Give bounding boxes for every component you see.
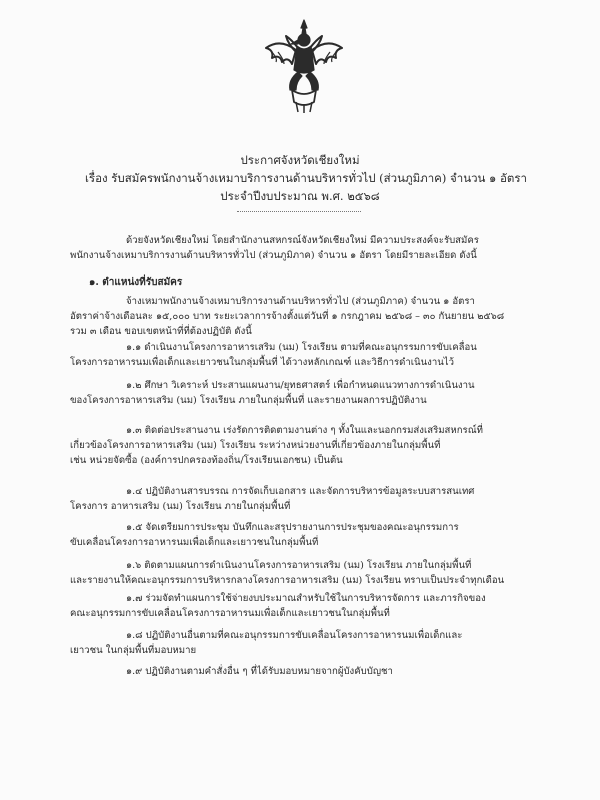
duty-item <box>70 628 462 658</box>
duty-item-number: ๑.๙ <box>126 666 143 677</box>
employment-paragraph <box>70 294 504 339</box>
duty-item-number: ๑.๗ <box>126 593 143 604</box>
duty-item-number: ๑.๔ <box>126 486 143 497</box>
duty-item-line: ขับเคลื่อนโครงการอาหารนมเพื่อเด็กและเยาวชนในกลุ่มพื้นที่ <box>70 537 319 548</box>
duty-item-line: ๑.๔ ปฏิบัติงานสารบรรณ การจัดเก็บเอกสาร และจัดการบริหารข้อมูลระบบสารสนเทศ <box>126 486 475 497</box>
employment-line: จ้างเหมาพนักงานจ้างเหมาบริการงานด้านบริหารทั่วไป (ส่วนภูมิภาค) จำนวน ๑ อัตรา <box>126 296 475 307</box>
fiscal-year: ประจำปีงบประมาณ พ.ศ. ๒๕๖๘ <box>220 189 380 203</box>
duty-item-line: ๑.๘ ปฏิบัติงานอื่นตามที่คณะอนุกรรมการขับเคลื่อนโครงการอาหารนมเพื่อเด็กและ <box>126 630 463 641</box>
duty-item-number: ๑.๕ <box>126 522 143 533</box>
duty-item-line: ของโครงการอาหารเสริม (นม) โรงเรียน ภายในกลุ่มพื้นที่ และรายงานผลการปฏิบัติงาน <box>70 395 427 406</box>
duty-item-line: เกี่ยวข้องโครงการอาหารเสริม (นม) โรงเรียน ระหว่างหน่วยงานที่เกี่ยวข้องภายในกลุ่มพื้นที่ <box>70 440 441 451</box>
duty-item <box>70 423 483 468</box>
intro-line: พนักงานจ้างเหมาบริการงานด้านบริหารทั่วไป (ส่วนภูมิภาค) จำนวน ๑ อัตรา โดยมีรายละเอียด ดังนี้ <box>70 250 477 261</box>
duty-item-number: ๑.๓ <box>126 425 142 436</box>
duty-item-line: ๑.๓ ติดต่อประสานงาน เร่งรัดการติดตามงานต่าง ๆ ทั้งในและนอกกรมส่งเสริมสหกรณ์ที่ <box>126 425 483 436</box>
announcement-subject: เรื่อง รับสมัครพนักงานจ้างเหมาบริการงานด้านบริหารทั่วไป (ส่วนภูมิภาค) จำนวน ๑ อัตรา <box>84 171 528 185</box>
duty-item-number: ๑.๒ <box>126 380 142 391</box>
employment-line: อัตราค่าจ้างเดือนละ ๑๕,๐๐๐ บาท ระยะเวลาการจ้างตั้งแต่วันที่ ๑ กรกฎาคม ๒๕๖๘ – ๓๐ กันยายน ๒๕๖๘ <box>70 311 505 322</box>
duty-item-line: ๑.๒ ศึกษา วิเคราะห์ ประสานแผนงาน/ยุทธศาสตร์ เพื่อกำหนดแนวทางการดำเนินงาน <box>126 380 475 391</box>
intro-paragraph <box>70 233 479 263</box>
duty-item <box>70 340 477 370</box>
duty-item <box>70 520 459 550</box>
duty-item-line: เยาวชน ในกลุ่มพื้นที่มอบหมาย <box>70 645 197 656</box>
duty-item-number: ๑.๘ <box>126 630 143 641</box>
section-heading: ๑. ตำแหน่งที่รับสมัคร <box>89 277 183 288</box>
duty-item-line: ๑.๗ ร่วมจัดทำแผนการใช้จ่ายงบประมาณสำหรับใช้ในการบริหารจัดการ และภารกิจของ <box>126 593 486 604</box>
duty-item-line: ๑.๑ ดำเนินงานโครงการอาหารเสริม (นม) โรงเรียน ตามที่คณะอนุกรรมการขับเคลื่อน <box>126 342 477 353</box>
employment-line: รวม ๓ เดือน ขอบเขตหน้าที่ที่ต้องปฏิบัติ ดังนี้ <box>70 326 252 337</box>
duty-item-line: ๑.๙ ปฏิบัติงานตามคำสั่งอื่น ๆ ที่ได้รับมอบหมายจากผู้บังคับบัญชา <box>126 666 393 677</box>
duty-item-number: ๑.๑ <box>126 342 142 353</box>
duty-item-line: เช่น หน่วยจัดซื้อ (องค์การปกครองท้องถิ่น/โรงเรียนเอกชน) เป็นต้น <box>70 455 343 466</box>
duty-item <box>70 484 474 514</box>
garuda-emblem <box>258 18 350 114</box>
duty-item-line: คณะอนุกรรมการขับเคลื่อนโครงการอาหารนมเพื่อเด็กและเยาวชนในกลุ่มพื้นที่ <box>70 608 390 619</box>
dotted-separator <box>237 211 361 212</box>
announcement-title: ประกาศจังหวัดเชียงใหม่ <box>240 153 360 167</box>
duty-item <box>70 378 475 408</box>
duty-item <box>70 591 486 621</box>
duty-item <box>70 558 504 588</box>
duty-item-line: โครงการอาหารนมเพื่อเด็กและเยาวชนในกลุ่มพื้นที่ ได้วางหลักเกณฑ์ และวิธีการดำเนินงานไว้ <box>70 357 454 368</box>
duty-item-line: โครงการ อาหารเสริม (นม) โรงเรียน ภายในกลุ่มพื้นที่ <box>70 501 291 512</box>
duty-item <box>70 664 393 679</box>
duty-item-line: และรายงานให้คณะอนุกรรมการบริหารกลางโครงการอาหารเสริม (นม) โรงเรียน ทราบเป็นประจำทุกเดือน <box>70 575 505 586</box>
duty-item-line: ๑.๕ จัดเตรียมการประชุม บันทึกและสรุปรายงานการประชุมของคณะอนุกรรมการ <box>126 522 459 533</box>
duty-item-line: ๑.๖ ติดตามแผนการดำเนินงานโครงการอาหารเสริม (นม) โรงเรียน ภายในกลุ่มพื้นที่ <box>126 560 472 571</box>
intro-line: ด้วยจังหวัดเชียงใหม่ โดยสำนักงานสหกรณ์จังหวัดเชียงใหม่ มีความประสงค์จะรับสมัคร <box>126 235 479 246</box>
duty-item-number: ๑.๖ <box>126 560 142 571</box>
